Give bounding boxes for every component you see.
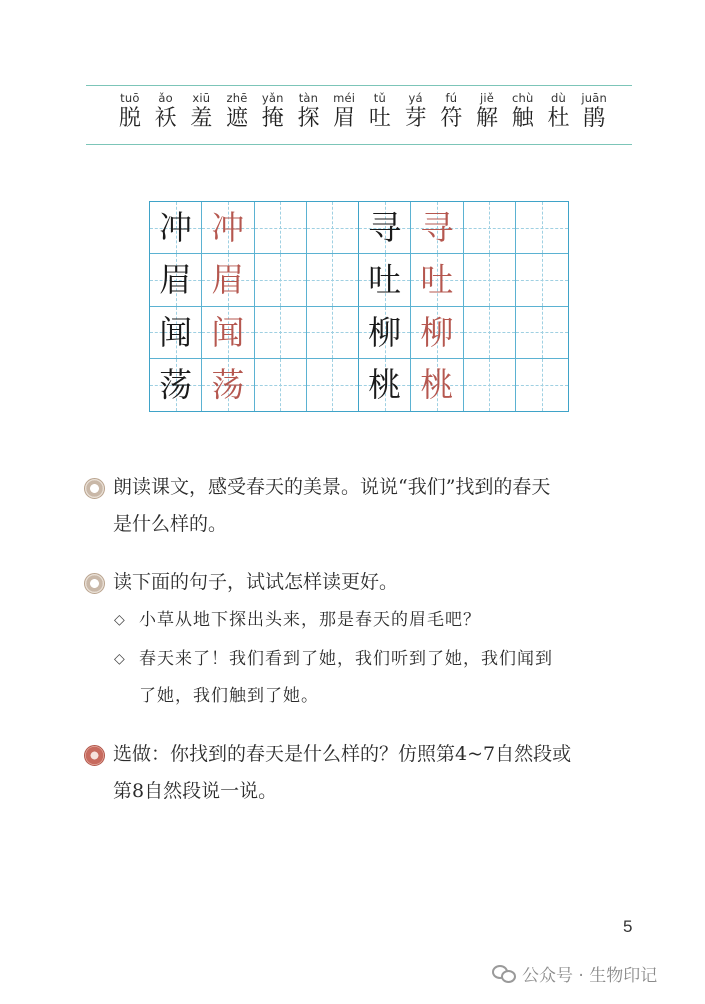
character: 闻 (159, 312, 193, 352)
pinyin: tǔ (373, 91, 386, 105)
pinyin: fú (445, 91, 458, 105)
vocab-item (362, 91, 398, 133)
grid-empty-cell (307, 254, 359, 306)
model-character: 闻 (211, 312, 245, 352)
pinyin: yǎn (261, 91, 284, 105)
model-character: 桃 (420, 365, 454, 405)
grid-empty-cell (516, 359, 568, 411)
pinyin: jiě (480, 91, 495, 105)
optional-exercise-badge-icon (84, 745, 105, 766)
pinyin: méi (333, 91, 356, 105)
grid-empty-cell (255, 202, 307, 254)
vocab-item (398, 91, 434, 133)
vocab-item (183, 91, 219, 133)
model-character: 寻 (420, 208, 454, 248)
exercise-3 (113, 736, 673, 810)
grid-char-cell (150, 202, 202, 254)
vocab-row (112, 91, 612, 133)
grid-char-cell (359, 359, 411, 411)
vocab-item (255, 91, 291, 133)
grid-empty-cell (516, 202, 568, 254)
character: 柳 (368, 312, 402, 352)
pinyin: chù (512, 91, 534, 105)
hanzi: 掩 (261, 106, 284, 131)
grid-char-cell (202, 307, 254, 359)
grid-char-cell (202, 254, 254, 306)
exercise-1 (113, 469, 653, 543)
grid-empty-cell (307, 307, 359, 359)
grid-char-cell (150, 307, 202, 359)
watermark (492, 961, 657, 986)
vocab-item (326, 91, 362, 133)
band-top-line (86, 85, 632, 86)
grid-char-cell (411, 202, 463, 254)
grid-empty-cell (464, 254, 516, 306)
hanzi: 解 (476, 106, 499, 131)
hanzi: 杜 (547, 106, 570, 131)
vocab-item (219, 91, 255, 133)
character: 荡 (159, 365, 193, 405)
grid-empty-cell (307, 202, 359, 254)
grid-empty-cell (255, 307, 307, 359)
exercise-2-sentence-2-line-1: 春天来了！我们看到了她，我们听到了她，我们闻到 (139, 649, 553, 669)
hanzi: 符 (440, 106, 463, 131)
vocab-item (148, 91, 184, 133)
model-character: 吐 (420, 260, 454, 300)
character: 吐 (368, 260, 402, 300)
pinyin: tuō (120, 91, 140, 105)
hanzi: 吐 (368, 106, 391, 131)
band-bottom-line (86, 144, 632, 145)
character: 眉 (159, 260, 193, 300)
pinyin: xiū (192, 91, 211, 105)
diamond-icon: ◇ (114, 651, 125, 667)
vocab-item (541, 91, 577, 133)
exercise-3-line-2: 第8自然段说一说。 (113, 780, 278, 802)
exercise-badge-icon (84, 573, 105, 594)
grid-empty-cell (516, 307, 568, 359)
model-character: 眉 (211, 260, 245, 300)
hanzi: 遮 (226, 106, 249, 131)
character: 寻 (368, 208, 402, 248)
watermark-text: 公众号 · 生物印记 (522, 966, 658, 986)
hanzi: 羞 (190, 106, 213, 131)
grid-char-cell (150, 254, 202, 306)
vocab-item (469, 91, 505, 133)
vocab-item (433, 91, 469, 133)
exercise-3-line-1: 选做：你找到的春天是什么样的？仿照第4~7自然段或 (113, 743, 572, 765)
grid-char-cell (150, 359, 202, 411)
pinyin: juān (581, 91, 608, 105)
vocab-item (576, 91, 612, 133)
grid-char-cell (359, 202, 411, 254)
vocab-item (505, 91, 541, 133)
grid-char-cell (411, 359, 463, 411)
exercise-2-sentence-2 (139, 641, 659, 715)
model-character: 柳 (420, 312, 454, 352)
grid-char-cell (202, 359, 254, 411)
grid-empty-cell (307, 359, 359, 411)
hanzi: 触 (511, 106, 534, 131)
exercise-2-sentence-1: 小草从地下探出头来，那是春天的眉毛吧？ (139, 610, 481, 630)
grid-char-cell (359, 254, 411, 306)
hanzi: 袄 (154, 106, 177, 131)
hanzi: 探 (297, 106, 320, 131)
pinyin: yá (408, 91, 423, 105)
exercise-2-sentence-2-line-2: 了她，我们触到了她。 (139, 686, 319, 706)
grid-empty-cell (255, 254, 307, 306)
grid-char-cell (202, 202, 254, 254)
hanzi: 鹃 (583, 106, 606, 131)
hanzi: 眉 (333, 106, 356, 131)
grid-char-cell (411, 307, 463, 359)
page-number: 5 (623, 917, 633, 936)
grid-empty-cell (516, 254, 568, 306)
diamond-icon: ◇ (114, 612, 125, 628)
character: 冲 (159, 208, 193, 248)
model-character: 荡 (211, 365, 245, 405)
writing-grid (149, 201, 569, 412)
pinyin: tàn (298, 91, 319, 105)
grid-empty-cell (255, 359, 307, 411)
wechat-icon (492, 965, 516, 982)
grid-empty-cell (464, 202, 516, 254)
exercise-badge-icon (84, 478, 105, 499)
character: 桃 (368, 365, 402, 405)
vocab-item (112, 91, 148, 133)
pinyin: ǎo (158, 91, 173, 105)
grid-empty-cell (464, 307, 516, 359)
pinyin: zhē (226, 91, 248, 105)
exercise-2: 读下面的句子，试试怎样读更好。 (113, 571, 399, 593)
exercise-1-line-2: 是什么样的。 (113, 513, 228, 535)
grid-char-cell (411, 254, 463, 306)
model-character: 冲 (211, 208, 245, 248)
hanzi: 芽 (404, 106, 427, 131)
pinyin: dù (550, 91, 566, 105)
exercise-1-line-1: 朗读课文，感受春天的美景。说说“我们”找到的春天 (113, 476, 551, 498)
hanzi: 脱 (118, 106, 141, 131)
grid-empty-cell (464, 359, 516, 411)
grid-char-cell (359, 307, 411, 359)
vocab-item (291, 91, 327, 133)
